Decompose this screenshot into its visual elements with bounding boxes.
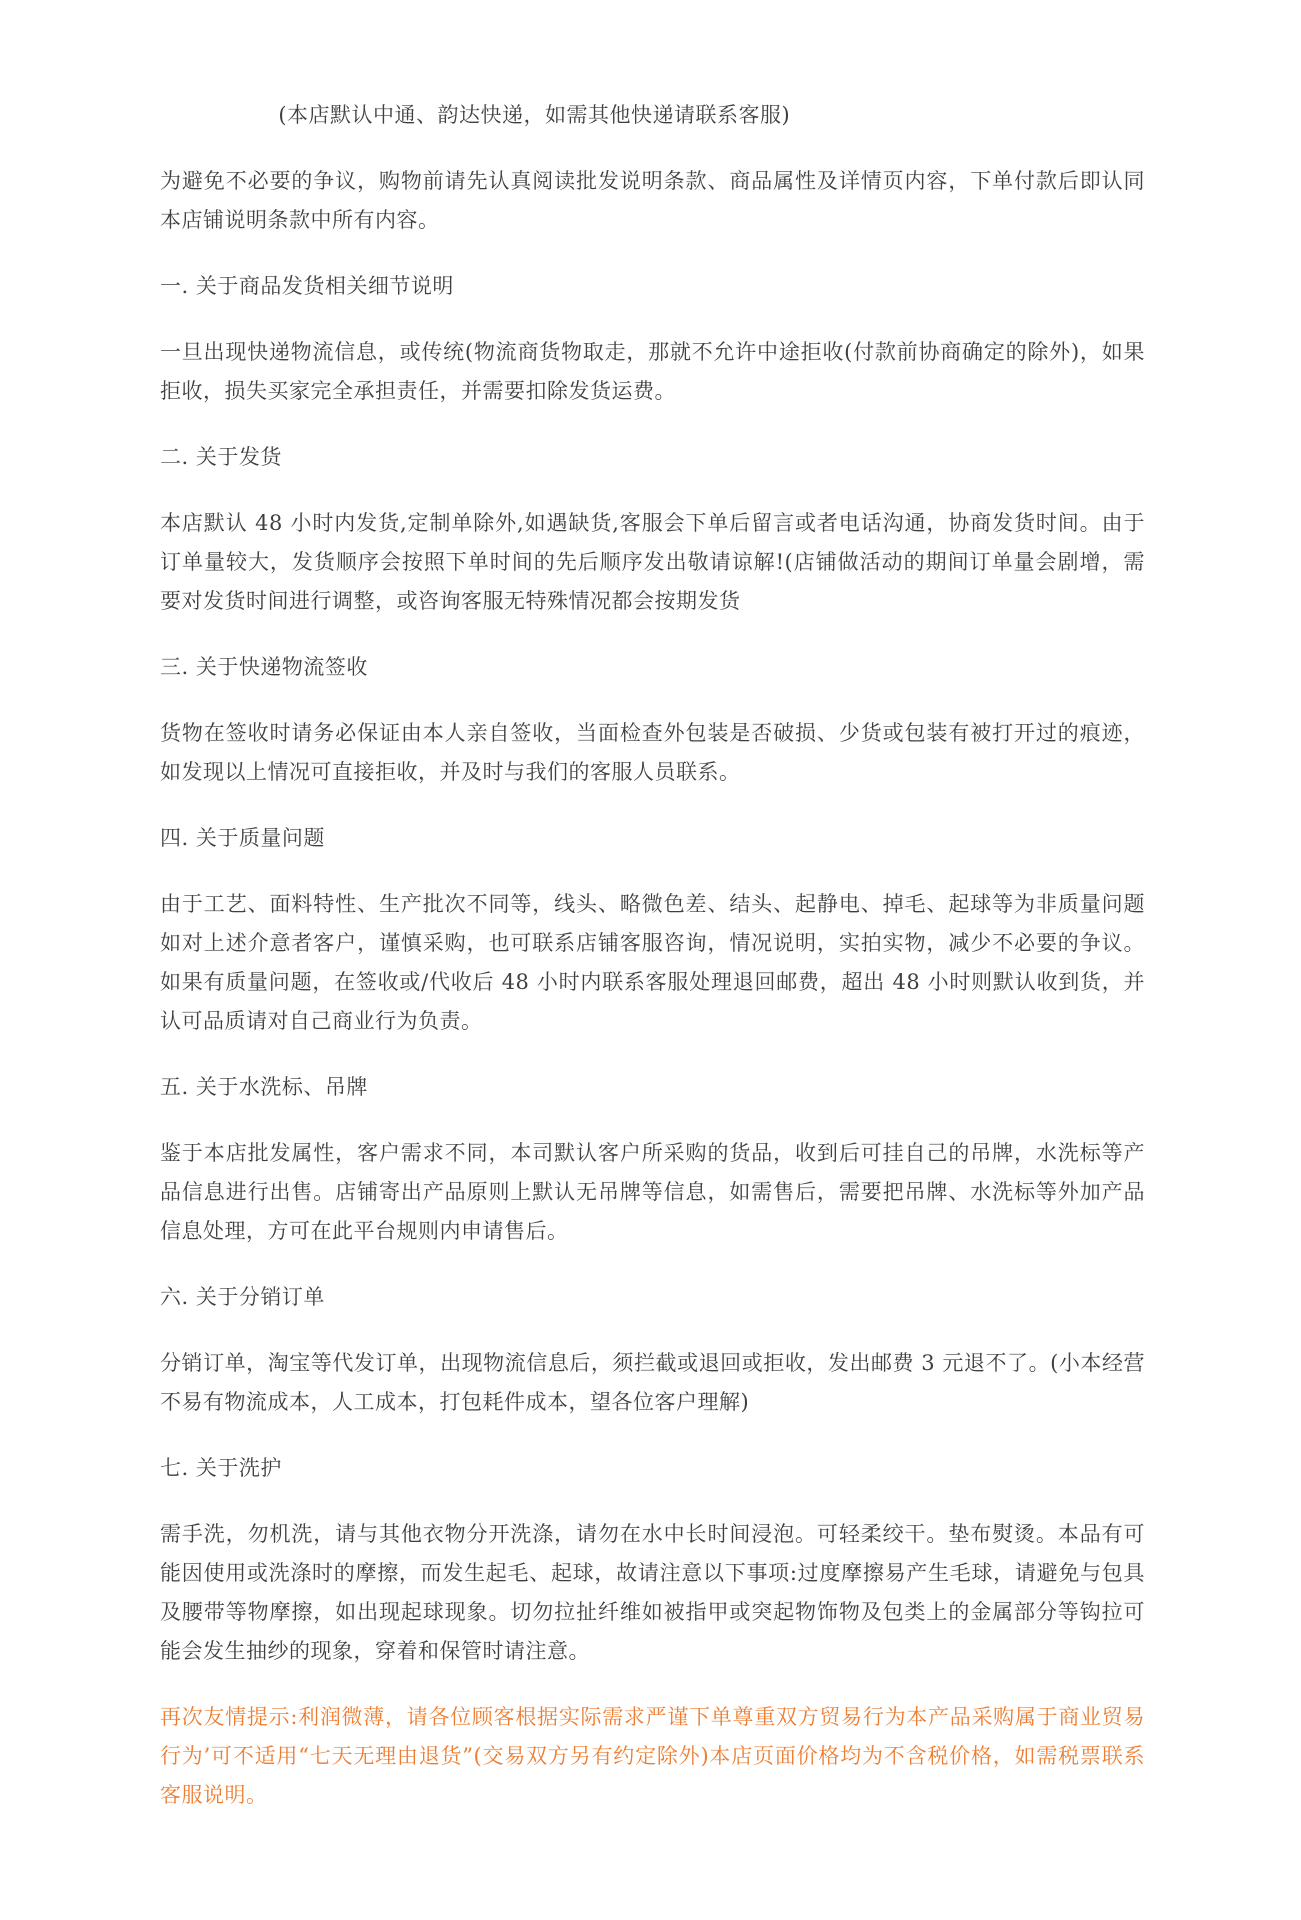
section-2-heading: 二. 关于发货 [160, 445, 282, 469]
footer-notice: 再次友情提示:利润微薄，请各位顾客根据实际需求严谨下单尊重双方贸易行为本产品采购属于商业贸易行为’可不适用“七天无理由退货”(交易双方另有约定除外)本店页面价格均为不含税价格，如需税票联系客服说明。 [160, 1705, 1145, 1807]
section-5-body: 鉴于本店批发属性，客户需求不同，本司默认客户所采购的货品，收到后可挂自己的吊牌，水洗标等产品信息进行出售。店铺寄出产品原则上默认无吊牌等信息，如需售后，需要把吊牌、水洗标等外加产品信息处理，方可在此平台规则内申请售后。 [160, 1141, 1145, 1243]
section-6-heading: 六. 关于分销订单 [160, 1285, 325, 1309]
section-3-heading: 三. 关于快递物流签收 [160, 655, 368, 679]
intro-paragraph: 为避免不必要的争议，购物前请先认真阅读批发说明条款、商品属性及详情页内容，下单付款后即认同本店铺说明条款中所有内容。 [160, 169, 1145, 232]
document-title: (本店默认中通、韵达快递，如需其他快递请联系客服) [278, 103, 791, 127]
section-7-body: 需手洗，勿机洗，请与其他衣物分开洗涤，请勿在水中长时间浸泡。可轻柔绞干。垫布熨烫。本品有可能因使用或洗涤时的摩擦，而发生起毛、起球，故请注意以下事项:过度摩擦易产生毛球，请避免与包具及腰带等物摩擦，如出现起球现象。切勿拉扯纤维如被指甲或突起物饰物及包类上的金属部分等钩拉可能会发生抽纱的现象，穿着和保管时请注意。 [160, 1522, 1145, 1663]
section-7-heading: 七. 关于洗护 [160, 1456, 282, 1480]
section-4-heading: 四. 关于质量问题 [160, 826, 325, 850]
section-2-body: 本店默认 48 小时内发货,定制单除外,如遇缺货,客服会下单后留言或者电话沟通，协商发货时间。由于订单量较大，发货顺序会按照下单时间的先后顺序发出敬请谅解!(店铺做活动的期间订单量会剧增，需要对发货时间进行调整，或咨询客服无特殊情况都会按期发货 [160, 511, 1145, 613]
section-3-body: 货物在签收时请务必保证由本人亲自签收，当面检查外包装是否破损、少货或包装有被打开过的痕迹，如发现以上情况可直接拒收，并及时与我们的客服人员联系。 [160, 721, 1145, 784]
section-4-body: 由于工艺、面料特性、生产批次不同等，线头、略微色差、结头、起静电、掉毛、起球等为非质量问题如对上述介意者客户，谨慎采购，也可联系店铺客服咨询，情况说明，实拍实物，减少不必要的争议。如果有质量问题，在签收或/代收后 48 小时内联系客服处理退回邮费，超出 48 小时则默认收到货，并认可品质请对自己商业行为负责。 [160, 892, 1145, 1033]
section-1-body: 一旦出现快递物流信息，或传统(物流商货物取走，那就不允许中途拒收(付款前协商确定的除外)，如果拒收，损失买家完全承担责任，并需要扣除发货运费。 [160, 340, 1145, 403]
section-6-body: 分销订单，淘宝等代发订单，出现物流信息后，须拦截或退回或拒收，发出邮费 3 元退不了。(小本经营不易有物流成本，人工成本，打包耗件成本，望各位客户理解) [160, 1351, 1145, 1414]
section-1-heading: 一. 关于商品发货相关细节说明 [160, 274, 454, 298]
section-5-heading: 五. 关于水洗标、吊牌 [160, 1075, 368, 1099]
